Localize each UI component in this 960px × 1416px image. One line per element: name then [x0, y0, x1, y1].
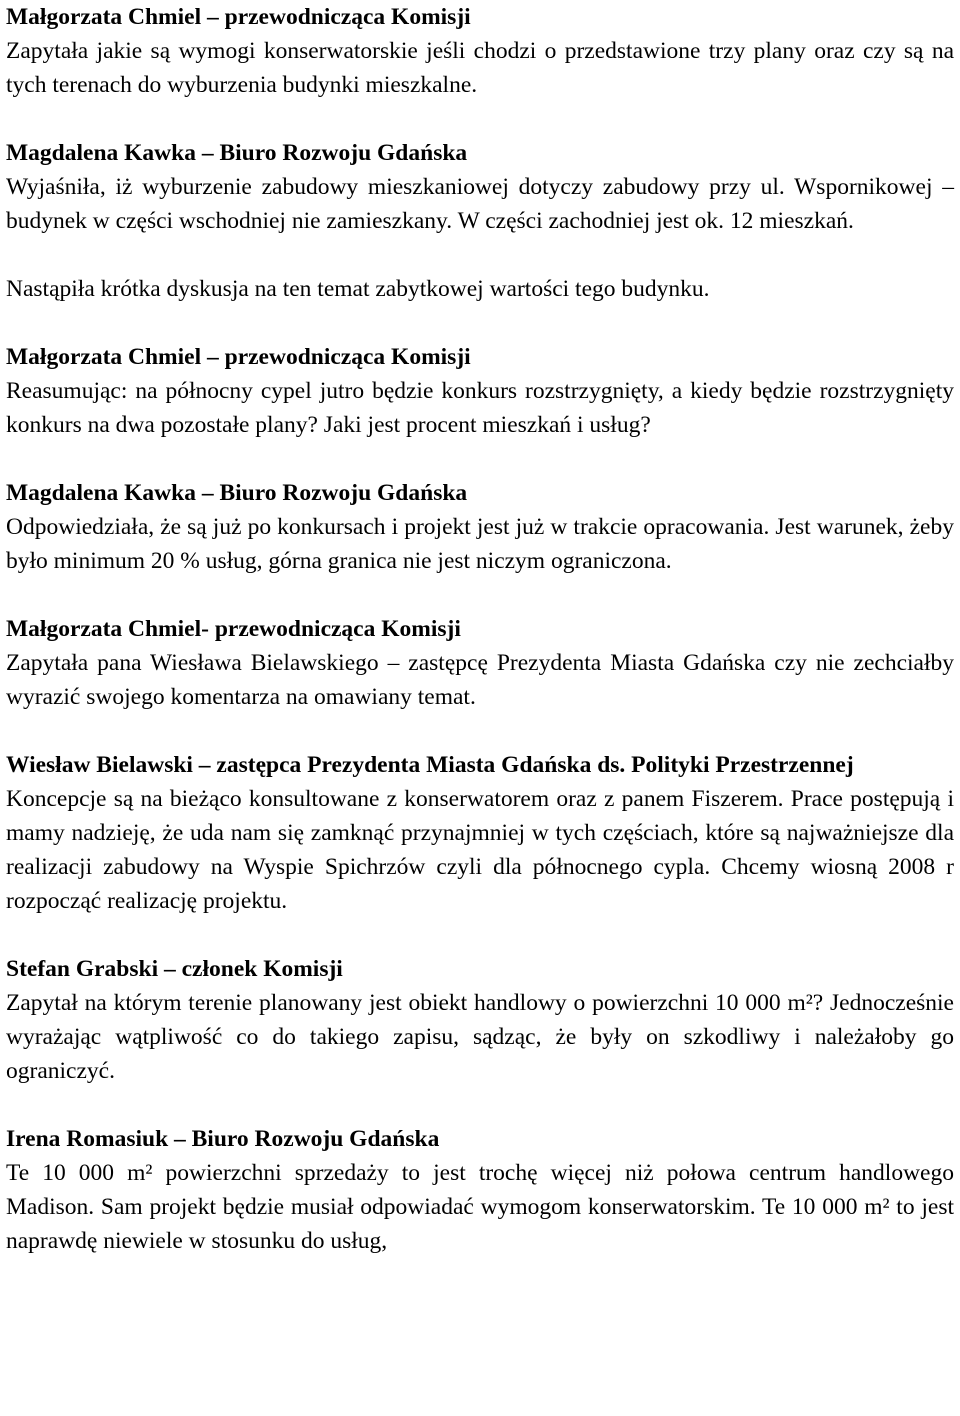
entry-1 [6, 0, 954, 102]
document-page [6, 0, 954, 1258]
statement-text: Koncepcje są na bieżąco konsultowane z konserwatorem oraz z panem Fiszerem. Prace postępują i mamy nadzieję, że uda nam się zamknąć przynajmniej w tych częściach, które są najważniejsze dla realizacji zabudowy na Wyspie Spichrzów czyli dla północnego cypla. Chcemy wiosną 2008 r rozpocząć realizację projektu. [6, 786, 954, 914]
discussion-note: Nastąpiła krótka dyskusja na ten temat zabytkowej wartości tego budynku. [6, 276, 710, 302]
paragraph-gap [6, 578, 954, 612]
speaker-name: Magdalena Kawka – Biuro Rozwoju Gdańska [6, 140, 468, 166]
statement-text: Zapytała jakie są wymogi konserwatorskie jeśli chodzi o przedstawione trzy plany oraz czy są na tych terenach do wyburzenia budynki mieszkalne. [6, 38, 954, 98]
entry-5 [6, 612, 954, 714]
paragraph-gap [6, 1088, 954, 1122]
entry-4 [6, 476, 954, 578]
paragraph-gap [6, 102, 954, 136]
statement-text: Odpowiedziała, że są już po konkursach i projekt jest już w trakcie opracowania. Jest warunek, żeby było minimum 20 % usług, górna granica nie jest niczym ograniczona. [6, 514, 954, 574]
speaker-name: Wiesław Bielawski – zastępca Prezydenta Miasta Gdańska ds. Polityki Przestrzennej [6, 752, 854, 778]
speaker-name: Irena Romasiuk – Biuro Rozwoju Gdańska [6, 1126, 440, 1152]
statement-text: Reasumując: na północny cypel jutro będzie konkurs rozstrzygnięty, a kiedy będzie rozstrzygnięty konkurs na dwa pozostałe plany? Jaki jest procent mieszkań i usług? [6, 378, 954, 438]
paragraph-gap [6, 306, 954, 340]
speaker-name: Małgorzata Chmiel- przewodnicząca Komisji [6, 616, 461, 642]
speaker-name: Małgorzata Chmiel – przewodnicząca Komisji [6, 4, 471, 30]
entry-3 [6, 340, 954, 442]
statement-text: Te 10 000 m² powierzchni sprzedaży to jest trochę więcej niż połowa centrum handlowego Madison. Sam projekt będzie musiał odpowiadać wymogom konserwatorskim. Te 10 000 m² to jest naprawdę niewiele w stosunku do usług, [6, 1160, 954, 1254]
entry-8 [6, 1122, 954, 1258]
statement-text: Wyjaśniła, iż wyburzenie zabudowy mieszkaniowej dotyczy zabudowy przy ul. Wspornikowej – budynek w części wschodniej nie zamieszkany. W części zachodniej jest ok. 12 mieszkań. [6, 174, 954, 234]
entry-2 [6, 136, 954, 306]
paragraph-gap [6, 238, 954, 272]
entry-6 [6, 748, 954, 918]
speaker-name: Małgorzata Chmiel – przewodnicząca Komisji [6, 344, 471, 370]
speaker-name: Stefan Grabski – członek Komisji [6, 956, 343, 982]
paragraph-gap [6, 442, 954, 476]
entry-7 [6, 952, 954, 1088]
statement-text: Zapytał na którym terenie planowany jest obiekt handlowy o powierzchni 10 000 m²? Jednocześnie wyrażając wątpliwość co do takiego zapisu, sądząc, że były on szkodliwy i należałoby go ograniczyć. [6, 990, 954, 1084]
speaker-name: Magdalena Kawka – Biuro Rozwoju Gdańska [6, 480, 468, 506]
paragraph-gap [6, 714, 954, 748]
paragraph-gap [6, 918, 954, 952]
statement-text: Zapytała pana Wiesława Bielawskiego – zastępcę Prezydenta Miasta Gdańska czy nie zechciałby wyrazić swojego komentarza na omawiany temat. [6, 650, 954, 710]
